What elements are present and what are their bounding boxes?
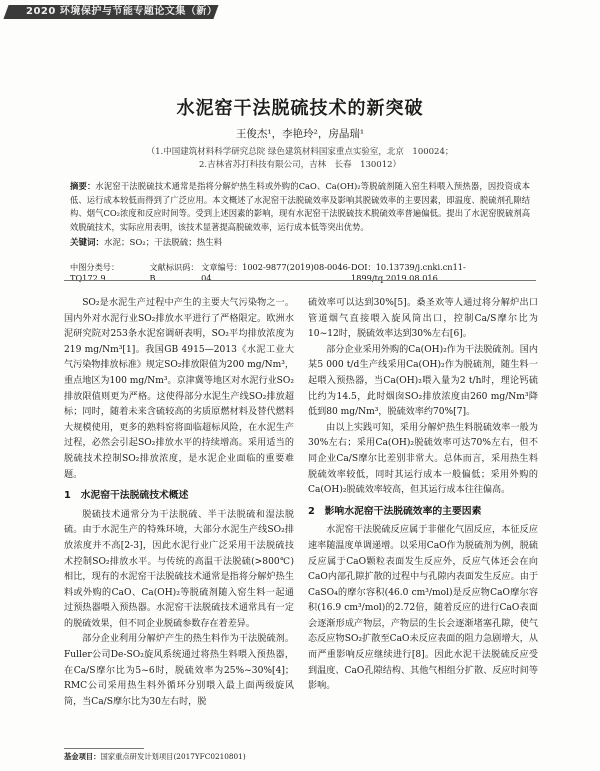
footnote-divider: [64, 748, 144, 749]
abstract-label: 摘要：: [70, 181, 96, 191]
paragraph: 部分企业采用外购的Ca(OH)₂作为干法脱硫剂。国内某5 000 t/d生产线采用Ca(OH)₂作为脱硫剂，随生料一起喂入预热器，当Ca(OH)₂喂入量为2 t/h时，理论钙硫比约为14.5，此时烟囱SO₂排放浓度由260 mg/Nm³降低到80 mg/Nm³，脱硫效率约70%[7]。: [308, 344, 538, 418]
footnote-label: 基金项目：: [64, 752, 101, 761]
affiliation-2: 2.吉林省苏打科技有限公司，吉林 长春 130012）: [198, 160, 402, 170]
authors: 王俊杰¹，李艳玲²，房晶瑞¹: [235, 128, 365, 140]
keywords-text: 水泥；SO₂；干法脱硫；热生料: [104, 238, 223, 248]
divider: [64, 280, 536, 281]
right-column: [308, 296, 538, 695]
journal-header: [0, 0, 600, 22]
abstract: [70, 180, 530, 234]
keywords-label: 关键词：: [70, 238, 105, 248]
journal-banner: 2020 环境保护与节能专题论文集（新）: [26, 6, 218, 17]
abstract-text: 水泥窑干法脱硫技术通常是指将分解炉热生料或外购的CaO、Ca(OH)₂等脱硫剂随入窑生料喂入预热器，因投资成本低、运行成本较低而得到了广泛应用。本文概述了水泥窑干法脱硫效率及影响其脱硫效率的主要因素，即温度、脱硫剂孔隙结构、烟气CO₂浓度和反应时间等。受到上述因素的影响，现有水泥窑干法脱硫技术脱硫效率普遍偏低。提出了水泥窑脱硫剂高效脱硫技术，实际应用表明，该技术显著提高脱硫效率，运行成本低等突出优势。: [70, 181, 530, 232]
footnote-text: 国家重点研发计划项目(2017YFC0210801): [100, 752, 246, 761]
paragraph: 水泥窑干法脱硫反应属于非催化气固反应，本征反应速率随温度单调递增。以采用CaO作为脱硫剂为例，脱硫反应属于CaO颗粒表面发生反应外，反应气体还会在向CaO内部孔隙扩散的过程中与孔隙内表面发生反应。由于CaSO₄的摩尔容积(46.0 cm³/mol)是反应物CaO摩尔容积(16.9 cm³/mol)的2.72倍，随着反应的进行CaO表面会逐渐形成产物层，产物层的生长会逐渐堵塞孔隙，使气态反应物SO₂扩散至CaO未反应表面的阻力急剧增大，从而严重影响反应继续进行[8]。因此水泥干法脱硫反应受到温度、CaO孔隙结构、其他气相组分扩散、反应时间等影响。: [308, 525, 538, 692]
paper-title: 水泥窑干法脱硫技术的新突破: [176, 98, 424, 119]
section-heading-1: 1 水泥窑干法脱硫技术概述: [64, 490, 189, 502]
keywords: [70, 236, 530, 248]
left-column: [64, 296, 294, 710]
paragraph: 硫效率可以达到30%[5]。桑圣欢等人通过将分解炉出口管道烟气直接喂入旋风筒出口，控制Ca/S摩尔比为10~12时，脱硫效率达到30%左右[6]。: [308, 298, 538, 340]
affiliation-1: （1.中国建筑材料科学研究总院 绿色建筑材料国家重点实验室，北京 100024；: [146, 147, 454, 157]
footnote: [64, 752, 246, 762]
doi: DOI：10.13739/j.cnki.cn11-1899/tq.2019.08.016: [351, 262, 466, 283]
clc-number: 中图分类号：TQ172.9: [70, 262, 120, 283]
paragraph: SO₂是水泥生产过程中产生的主要大气污染物之一。国内外对水泥行业SO₂排放水平进行了严格限定。欧洲水泥研究院对253条水泥窑调研表明，SO₂平均排放浓度为219 mg/Nm³[1]。我国GB 4915—2013《水泥工业大气污染物排放标准》规定SO₂排放限值为200 mg/Nm³，重点地区为100 mg/Nm³。京津冀等地区对水泥行业SO₂排放限值则更为严格。这使得部分水泥生产线SO₂排放超标；同时，随着未来含硫较高的劣质原燃材料及替代燃料大规模使用，更多的熟料窑将面临超标风险，在水泥生产过程，必然会引起SO₂排放水平的持续增高。采用适当的脱硫技术控制SO₂排放浓度，是水泥企业面临的重要难题。: [64, 298, 294, 480]
article-id: 文章编号：1002-9877(2019)08-0046-04: [201, 262, 351, 283]
document-code: 文献标识码：B: [149, 262, 199, 283]
paragraph: 脱硫技术通常分为干法脱硫、半干法脱硫和湿法脱硫。由于水泥生产的特殊环境，大部分水泥生产线SO₂排放浓度并不高[2-3]，因此水泥行业广泛采用干法脱硫技术控制SO₂排放水平。与传统的高温干法脱硫(>800℃)相比，现有的水泥窑干法脱硫技术通常是指将分解炉热生料或外购的CaO、Ca(OH)₂等脱硫剂随入窑生料一起通过预热器喂入预热器。水泥窑干法脱硫技术通常具有一定的脱硫效果，但不同企业脱硫参数存在着差异。: [64, 509, 294, 629]
paragraph: 由以上实践可知，采用分解炉热生料脱硫效率一般为30%左右；采用Ca(OH)₂脱硫效率可达70%左右，但不同企业Ca/S摩尔比差别非常大。总体而言，采用热生料脱硫效率较低，同时其运行成本一般偏低；采用外购的Ca(OH)₂脱硫效率较高，但其运行成本往往偏高。: [308, 422, 538, 496]
section-heading-2: 2 影响水泥窑干法脱硫效率的主要因素: [308, 505, 482, 517]
paragraph: 部分企业利用分解炉产生的热生料作为干法脱硫剂。Fuller公司De-SO₂旋风系统通过将热生料喂入预热器，在Ca/S摩尔比为5~6时，脱硫效率为25%~30%[4]；RMC公司采用热生料外循环分别喂入最上面两级旋风筒，当Ca/S摩尔比为30左右时，脱: [64, 634, 294, 707]
